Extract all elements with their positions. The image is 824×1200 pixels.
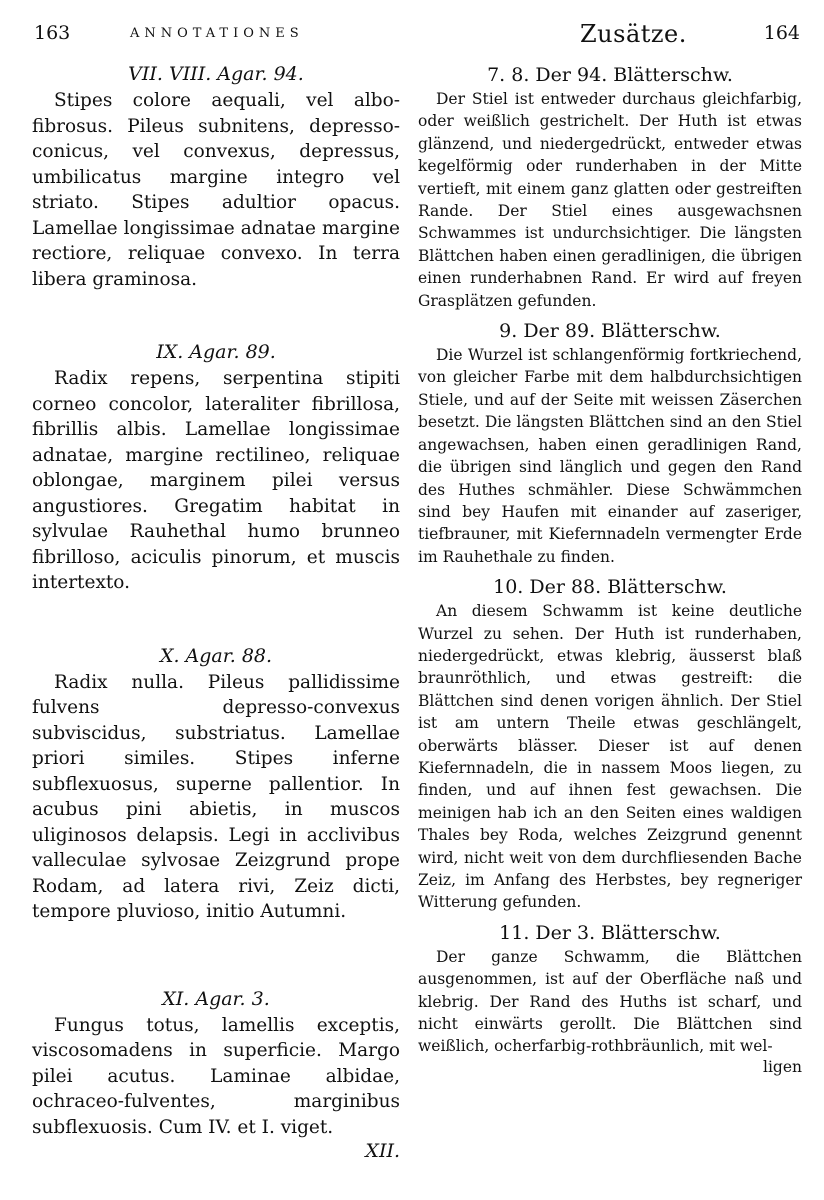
ger-section-heading: 10. Der 88. Blätterschw. bbox=[493, 576, 727, 599]
lat-section-heading: XI. Agar. 3. bbox=[162, 987, 270, 1010]
left-catchword: XII. bbox=[365, 1140, 400, 1162]
right-running-title: Zusätze. bbox=[580, 20, 687, 48]
right-column bbox=[418, 62, 802, 1076]
lat-section-heading: VII. VIII. Agar. 94. bbox=[128, 63, 304, 85]
ger-section-text: An diesem Schwamm ist keine deutliche Wurzel zu sehen. Der Huth ist runderhaben, niedergedrückt, etwas klebrig, äusserst blaß braunröthlich, und etwas gestreift: die Blättchen sind denen vorigen ähnlich. Der Stiel ist am untern Theile etwas geschlängelt, oberwärts blässer. Dieser ist auf denen Kiefernnadeln, die in nassem Moos liegen, zu finden, und auf ihnen fest gewachsen. Die meinigen hab ich an den Seiten eines waldigen Thales bey Roda, welches Zeizgrund genennt wird, nicht weit von dem durchfliesenden Bache Zeiz, im Anfang des Herbstes, bey regneriger Witterung gefunden. bbox=[418, 602, 802, 912]
lat-section-heading: IX. Agar. 89. bbox=[156, 341, 276, 363]
right-catchword: ligen bbox=[763, 1057, 802, 1076]
right-page-number: 164 bbox=[763, 22, 800, 44]
left-column bbox=[32, 62, 400, 1162]
right-page bbox=[412, 0, 824, 1200]
left-running-head bbox=[0, 22, 412, 52]
lat-section-text: Stipes colore aequali, vel albo-fibrosus. Pileus subnitens, depresso-conicus, vel convexus, depressus, umbilicatus margine integro vel striato. Stipes adultior opacus. Lamellae longissimae adnatae margine rectiore, reliquae convexo. In terra libera graminosa. bbox=[32, 90, 400, 290]
left-running-title: ANNOTATIONES bbox=[130, 26, 304, 41]
right-running-head bbox=[412, 22, 824, 52]
lat-section-text: Fungus totus, lamellis exceptis, viscosomadens in superficie. Margo pilei acutus. Laminae albidae, ochraceo-fulventes, marginibus subflexuosis. Cum IV. et I. viget. bbox=[32, 1014, 400, 1138]
ger-section-text: Die Wurzel ist schlangenförmig fortkriechend, von gleicher Farbe mit dem halbdurchsichtigen Stiele, und auf der Seite mit weissen Zäserchen besetzt. Die längsten Blättchen sind an den Stiel angewachsen, haben einen geradlinigen Rand, die übrigen sind länglich und gegen den Rand des Huthes schmähler. Diese Schwämmchen sind bey Haufen mit einander auf zaseriger, tiefbrauner, mit Kiefernnadeln vermengter Erde im Rauhethale zu finden. bbox=[418, 346, 802, 566]
ger-section-heading: 7. 8. Der 94. Blätterschw. bbox=[487, 64, 733, 86]
ger-section-text: Der ganze Schwamm, die Blättchen ausgenommen, ist auf der Oberfläche naß und klebrig. Der Rand des Huths ist scharf, und nicht einwärts gerollt. Die Blättchen sind weißlich, ocherfarbig-rothbräunlich, mit wel- bbox=[418, 947, 802, 1056]
lat-section-text: Radix nulla. Pileus pallidissime fulvens depresso-convexus subviscidus, substriatus. Lamellae priori similes. Stipes inferne subflexuosus, superne pallentior. In acubus pini abietis, in muscos uliginosos delapsis. Legi in acclivibus valleculae sylvosae Zeizgrund prope Rodam, ad latera rivi, Zeiz dicti, tempore pluvioso, initio Autumni. bbox=[32, 671, 400, 922]
ger-section-heading: 9. Der 89. Blätterschw. bbox=[499, 320, 721, 343]
lat-section-text: Radix repens, serpentina stipiti corneo concolor, lateraliter fibrillosa, fibrillis albis. Lamellae longissimae adnatae, margine rectilineo, reliquae oblongae, marginem pilei versus angustiores. Gregatim habitat in sylvulae Rauhethal humo brunneo fibrilloso, aciculis pinorum, et muscis intertexto. bbox=[32, 368, 400, 593]
ger-section-text: Der Stiel ist entweder durchaus gleichfarbig, oder weißlich gestrichelt. Der Huth ist etwas glänzend, und niedergedrückt, entweder etwas kegelförmig oder runderhaben in der Mitte vertieft, mit einem ganz glatten oder gestreiften Rande. Der Stiel eines ausgewachsnen Schwammes ist undurchsichtiger. Die längsten Blättchen haben einen geradlinigen, die übrigen einen runderhabnen Rand. Er wird auf freyen Grasplätzen gefunden. bbox=[418, 90, 802, 310]
ger-section-heading: 11. Der 3. Blätterschw. bbox=[499, 921, 721, 944]
lat-section-heading: X. Agar. 88. bbox=[159, 644, 273, 667]
left-page-number: 163 bbox=[34, 22, 71, 44]
